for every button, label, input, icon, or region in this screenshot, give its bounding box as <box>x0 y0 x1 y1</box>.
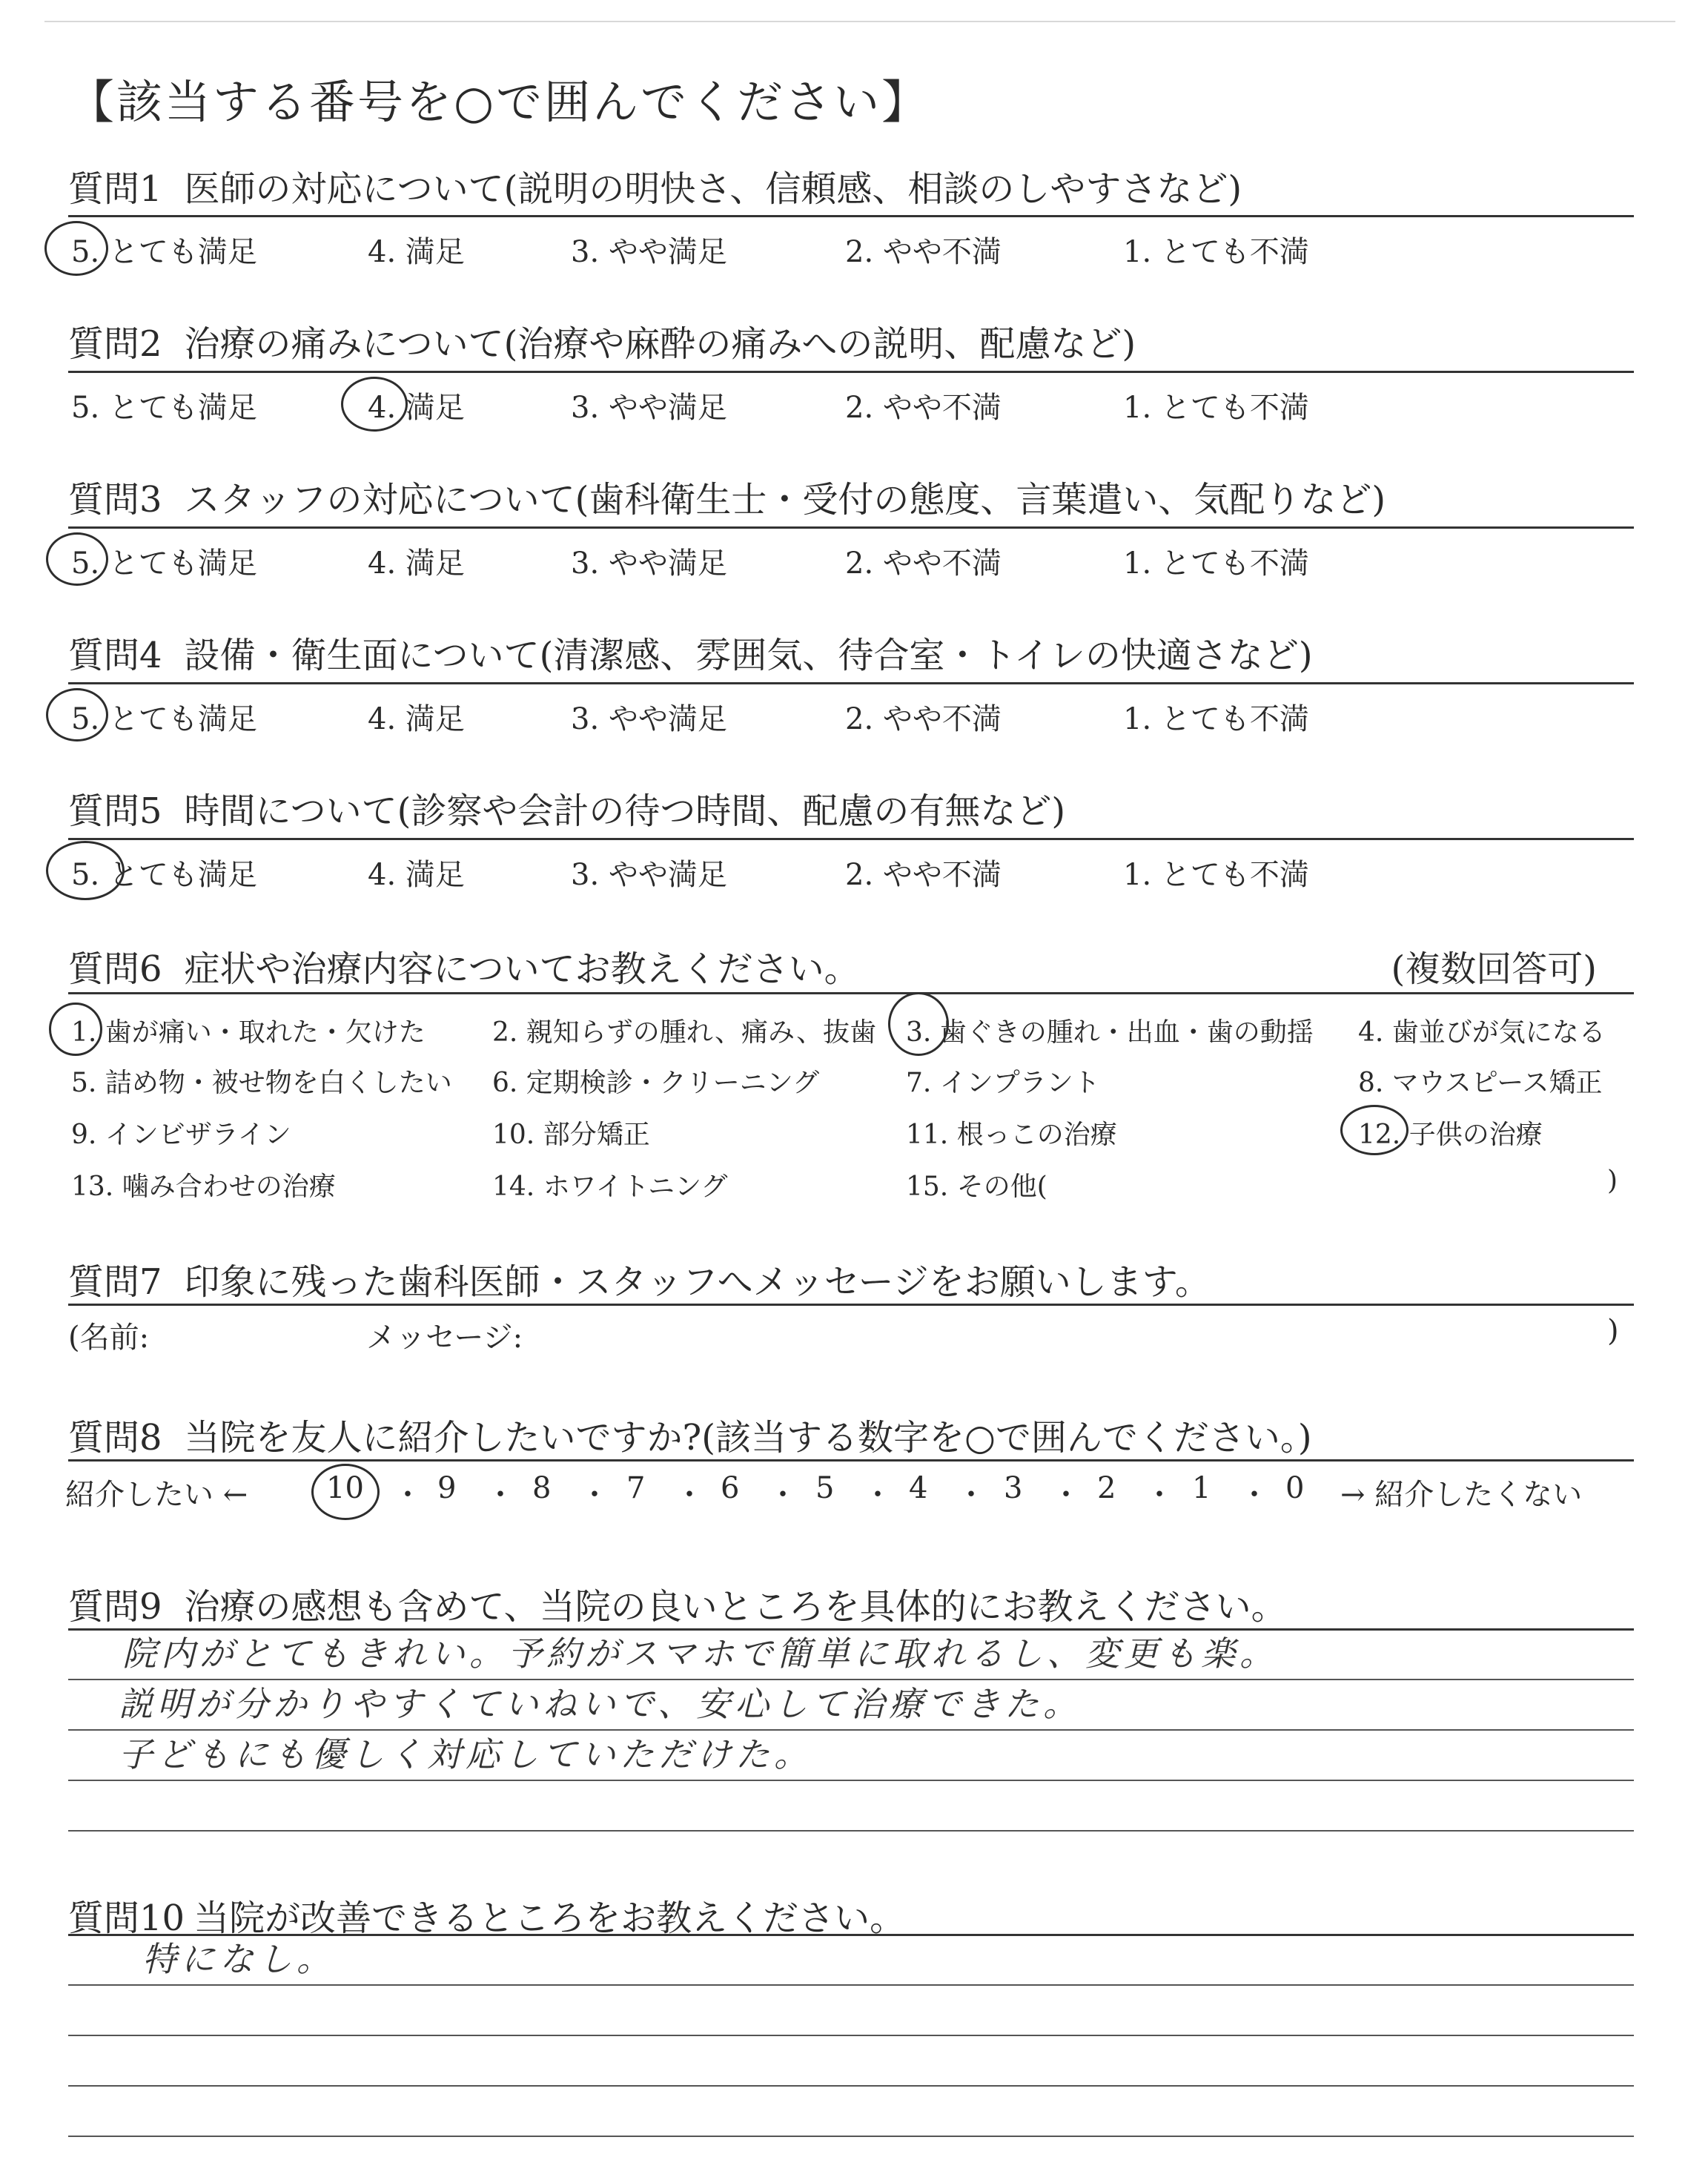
treatment-option-15-other[interactable]: 15. その他( <box>906 1172 1047 1202</box>
treatment-option-10[interactable]: 10. 部分矯正 <box>492 1120 650 1150</box>
rating-option-3[interactable]: 3. やや満足 <box>571 858 727 892</box>
question-3 <box>68 471 1386 522</box>
question-text: 当院を友人に紹介したいですか?(該当する数字を○で囲んでください。) <box>184 1417 1312 1459</box>
question-text: 印象に残った歯科医師・スタッフへメッセージをお願いします。 <box>184 1261 1211 1303</box>
scale-value-7[interactable]: 7 <box>626 1471 646 1505</box>
treatment-option-12[interactable]: 12. 子供の治療 <box>1358 1120 1543 1150</box>
question-number: 質問4 <box>68 635 162 676</box>
rating-option-5[interactable]: 5. とても満足 <box>71 546 257 581</box>
answer-circle-mark <box>341 377 408 432</box>
scale-dot: ・ <box>956 1478 986 1512</box>
rating-option-5[interactable]: 5. とても満足 <box>71 391 257 425</box>
answer-line <box>68 2035 1634 2036</box>
message-label: メッセージ: <box>366 1321 523 1355</box>
rating-option-1[interactable]: 1. とても不満 <box>1123 391 1309 425</box>
rating-option-2[interactable]: 2. やや不満 <box>845 858 1002 892</box>
rating-option-4[interactable]: 4. 満足 <box>368 235 465 269</box>
rating-option-2[interactable]: 2. やや不満 <box>845 702 1002 736</box>
answer-circle-mark <box>1340 1105 1409 1155</box>
scale-dot: ・ <box>393 1478 423 1512</box>
scale-dot: ・ <box>1051 1478 1081 1512</box>
rating-option-2[interactable]: 2. やや不満 <box>845 235 1002 269</box>
scale-value-3[interactable]: 3 <box>1004 1471 1023 1505</box>
rating-option-3[interactable]: 3. やや満足 <box>571 702 727 736</box>
scale-dot: ・ <box>486 1478 515 1512</box>
question-number: 質問2 <box>68 323 162 365</box>
treatment-option-6[interactable]: 6. 定期検診・クリーニング <box>492 1068 820 1098</box>
handwritten-answer-line: 特になし。 <box>142 1939 335 1979</box>
rating-option-1[interactable]: 1. とても不満 <box>1123 235 1309 269</box>
answer-line <box>68 1830 1634 1832</box>
other-close-paren: ) <box>1607 1166 1618 1196</box>
rating-option-1[interactable]: 1. とても不満 <box>1123 546 1309 581</box>
question-8-rule <box>68 1459 1634 1462</box>
question-6-rule <box>68 992 1634 994</box>
rating-option-1[interactable]: 1. とても不満 <box>1123 858 1309 892</box>
answer-line <box>68 1780 1634 1781</box>
answer-circle-mark <box>49 1003 102 1056</box>
question-text: 設備・衛生面について(清潔感、雰囲気、待合室・トイレの快適さなど) <box>184 635 1313 676</box>
scale-dot: ・ <box>863 1478 893 1512</box>
rating-option-4[interactable]: 4. 満足 <box>368 702 465 736</box>
question-number: 質問1 <box>68 168 162 210</box>
rating-option-4[interactable]: 4. 満足 <box>368 858 465 892</box>
question-6 <box>68 940 860 991</box>
message-close-paren: ) <box>1607 1314 1619 1348</box>
top-edge <box>44 21 1675 22</box>
question-text: 医師の対応について(説明の明快さ、信頼感、相談のしやすさなど) <box>184 168 1242 210</box>
scale-value-8[interactable]: 8 <box>532 1471 552 1505</box>
treatment-option-9[interactable]: 9. インビザライン <box>71 1120 291 1150</box>
rating-option-2[interactable]: 2. やや不満 <box>845 391 1002 425</box>
handwritten-answer-line: 子どもにも優しく対応していただけた。 <box>119 1734 812 1774</box>
question-number: 質問9 <box>68 1586 162 1628</box>
question-3-rule <box>68 526 1634 529</box>
question-number: 質問10 <box>68 1898 185 1939</box>
rating-option-4[interactable]: 4. 満足 <box>368 391 465 425</box>
question-4-rule <box>68 682 1634 684</box>
question-text: 時間について(診察や会計の待つ時間、配慮の有無など) <box>184 790 1066 832</box>
answer-line <box>68 2085 1634 2087</box>
question-1-rule <box>68 215 1634 217</box>
question-number: 質問8 <box>68 1417 162 1459</box>
question-5 <box>68 782 1065 833</box>
scale-dot: ・ <box>580 1478 609 1512</box>
scale-dot: ・ <box>675 1478 704 1512</box>
answer-circle-mark <box>44 221 108 276</box>
multiple-answers-note: (複数回答可) <box>1391 948 1597 990</box>
question-7 <box>68 1253 1211 1304</box>
answer-line <box>68 2136 1634 2137</box>
scale-value-1[interactable]: 1 <box>1192 1471 1211 1505</box>
question-number: 質問7 <box>68 1261 162 1303</box>
scale-dot: ・ <box>1239 1478 1269 1512</box>
question-5-rule <box>68 838 1634 840</box>
question-number: 質問3 <box>68 479 162 521</box>
treatment-option-2[interactable]: 2. 親知らずの腫れ、痛み、抜歯 <box>492 1017 877 1048</box>
rating-option-2[interactable]: 2. やや不満 <box>845 546 1002 581</box>
handwritten-answer-line: 説明が分かりやすくていねいで、安心して治療できた。 <box>119 1684 1082 1724</box>
scale-value-9[interactable]: 9 <box>437 1471 457 1505</box>
question-2-rule <box>68 371 1634 373</box>
handwritten-answer-line: 院内がとてもきれい。予約がスマホで簡単に取れるし、変更も楽。 <box>122 1634 1279 1674</box>
rating-option-3[interactable]: 3. やや満足 <box>571 391 727 425</box>
answer-circle-mark <box>311 1464 380 1520</box>
scale-value-0[interactable]: 0 <box>1285 1471 1305 1505</box>
question-2 <box>68 315 1136 366</box>
treatment-option-3[interactable]: 3. 歯ぐきの腫れ・出血・歯の動揺 <box>906 1017 1314 1048</box>
treatment-option-8[interactable]: 8. マウスピース矯正 <box>1358 1068 1603 1098</box>
scale-value-2[interactable]: 2 <box>1097 1471 1116 1505</box>
question-number: 質問5 <box>68 790 162 832</box>
scale-value-4[interactable]: 4 <box>909 1471 928 1505</box>
rating-option-3[interactable]: 3. やや満足 <box>571 235 727 269</box>
scale-dot: ・ <box>1145 1478 1174 1512</box>
rating-option-5[interactable]: 5. とても満足 <box>71 858 257 892</box>
question-1 <box>68 160 1242 211</box>
question-number: 質問6 <box>68 948 162 990</box>
question-9 <box>68 1578 1287 1629</box>
rating-option-5[interactable]: 5. とても満足 <box>71 702 257 736</box>
scale-dot: ・ <box>768 1478 798 1512</box>
treatment-option-13[interactable]: 13. 噛み合わせの治療 <box>71 1172 336 1202</box>
treatment-option-11[interactable]: 11. 根っこの治療 <box>906 1120 1117 1150</box>
treatment-option-14[interactable]: 14. ホワイトニング <box>492 1172 728 1202</box>
scale-right-label: → 紹介したくない <box>1340 1478 1583 1512</box>
scale-value-5[interactable]: 5 <box>815 1471 835 1505</box>
name-label: (名前: <box>68 1321 150 1355</box>
scale-value-6[interactable]: 6 <box>721 1471 740 1505</box>
answer-circle-mark <box>46 688 108 742</box>
answer-circle-mark <box>46 532 108 586</box>
answer-circle-mark <box>888 992 949 1056</box>
rating-option-4[interactable]: 4. 満足 <box>368 546 465 581</box>
answer-circle-mark <box>46 841 125 900</box>
question-text: スタッフの対応について(歯科衛生士・受付の態度、言葉遣い、気配りなど) <box>184 479 1386 521</box>
question-4 <box>68 627 1313 678</box>
scale-left-label: 紹介したい ← <box>65 1478 248 1512</box>
rating-option-3[interactable]: 3. やや満足 <box>571 546 727 581</box>
scale-value-10[interactable]: 10 <box>326 1471 364 1505</box>
treatment-option-4[interactable]: 4. 歯並びが気になる <box>1358 1017 1606 1048</box>
question-8 <box>68 1409 1312 1460</box>
question-7-rule <box>68 1304 1634 1306</box>
question-text: 症状や治療内容についてお教えください。 <box>184 948 860 990</box>
rating-option-1[interactable]: 1. とても不満 <box>1123 702 1309 736</box>
question-text: 治療の痛みについて(治療や麻酔の痛みへの説明、配慮など) <box>184 323 1136 365</box>
form-heading: 【該当する番号を○で囲んでください】 <box>68 75 930 129</box>
treatment-option-7[interactable]: 7. インプラント <box>906 1068 1100 1098</box>
answer-line <box>68 1984 1634 1986</box>
treatment-option-5[interactable]: 5. 詰め物・被せ物を白くしたい <box>71 1068 452 1098</box>
treatment-option-1[interactable]: 1. 歯が痛い・取れた・欠けた <box>71 1017 426 1048</box>
question-text: 治療の感想も含めて、当院の良いところを具体的にお教えください。 <box>184 1586 1287 1628</box>
rating-option-5[interactable]: 5. とても満足 <box>71 235 257 269</box>
question-text: 当院が改善できるところをお教えください。 <box>193 1898 906 1939</box>
